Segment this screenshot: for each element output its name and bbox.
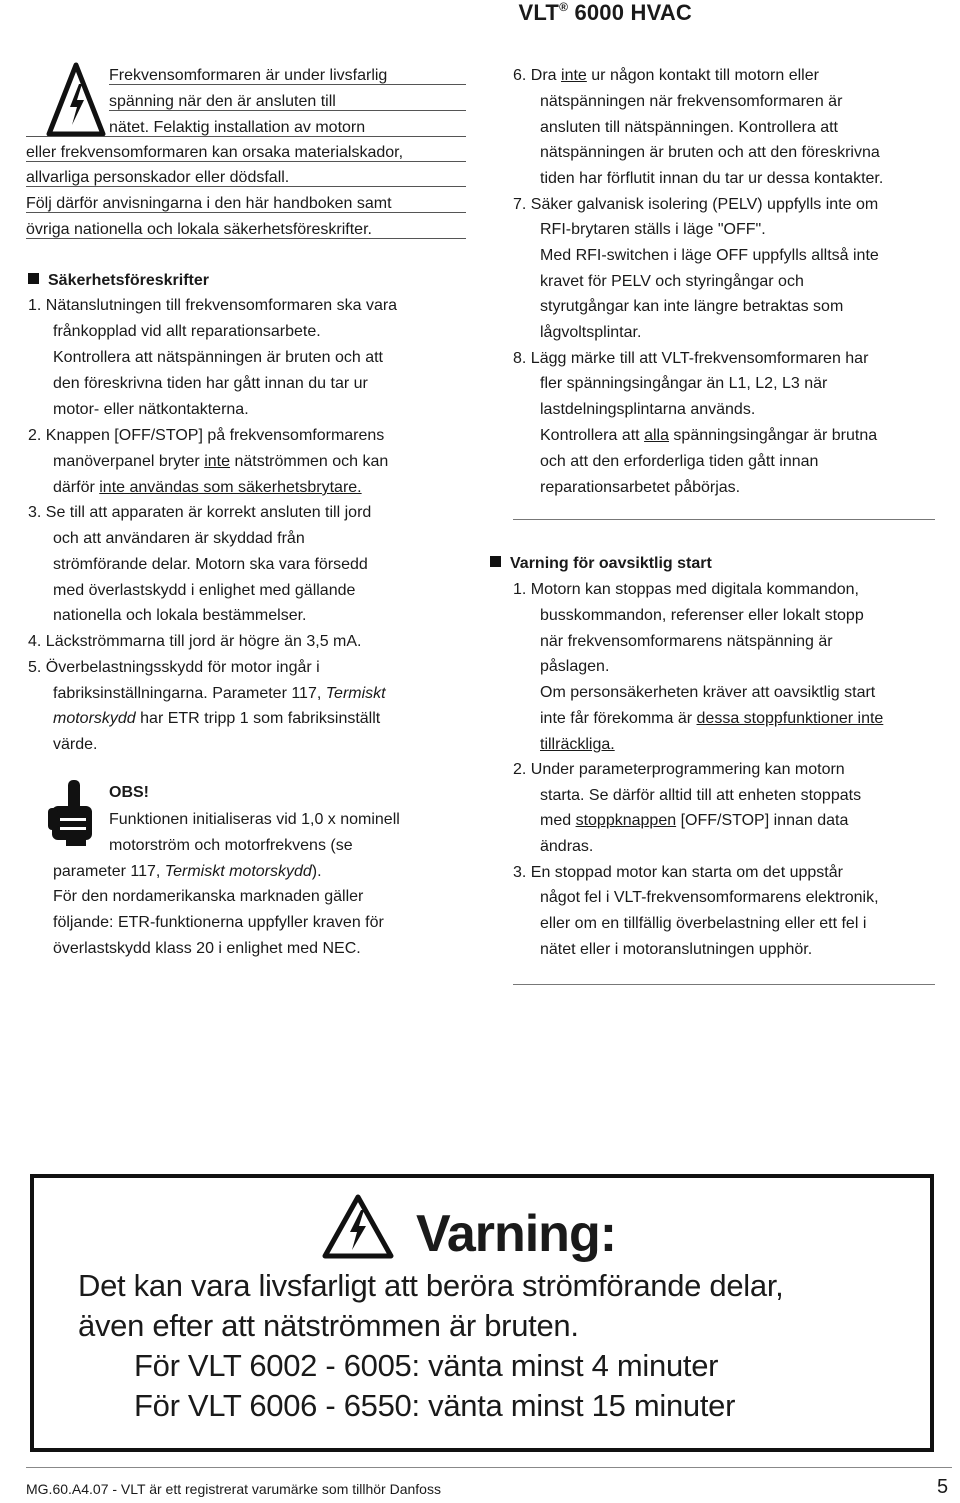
underlined-text: inte [204,453,230,470]
text-span: [OFF/STOP] innan data [680,812,849,829]
footer-text: MG.60.A4.07 - VLT är ett registrerat varumärke som tillhör Danfoss [26,1481,441,1497]
right-line: kravet för PELV och styringångar och [540,273,804,290]
safety-line: motor- eller nätkontakterna. [53,401,249,418]
unintended-line: när frekvensomformarens nätspänning är [540,633,833,650]
underlined-text: alla [644,427,669,444]
section-divider [513,984,935,985]
warning-box [30,1174,934,1452]
right-line [513,66,819,86]
unintended-line: påslagen. [540,658,610,675]
text-span: spänningsingångar är brutna [673,427,878,444]
unintended-line: något fel i VLT-frekvensomformarens elektronik, [540,889,879,906]
unintended-line: starta. Se därför alltid till att enheten stoppats [540,787,862,804]
text-span: inte får förekomma är [540,710,693,727]
unintended-line [540,735,615,755]
safety-line: 1. Nätanslutningen till frekvensomformaren ska vara [28,297,398,314]
intro-warning-line: allvarliga personskador eller dödsfall. [26,169,290,186]
underlined-text: dessa stoppfunktioner inte [696,710,884,727]
italic-text: Termiskt motorskydd [164,863,312,880]
safety-line: värde. [53,736,98,753]
unintended-line: 1. Motorn kan stoppas med digitala kommandon, [513,581,859,598]
safety-line: och att användaren är skyddad från [53,530,305,547]
rule [109,84,466,85]
note-title: OBS! [109,784,149,801]
right-line: lågvoltsplintar. [540,324,642,341]
underlined-text: inte användas som säkerhetsbrytare. [99,479,362,496]
right-line: ansluten till nätspänningen. Kontrollera att [540,119,838,136]
unintended-line: Om personsäkerheten kräver att oavsiktlig start [540,684,876,701]
header-model: 6000 HVAC [574,0,692,25]
unintended-line: nätet eller i motoranslutningen upphör. [540,941,813,958]
text-span: 6. Dra [513,67,557,84]
text-span: nätströmmen och kan [234,453,389,470]
unintended-start-heading [490,555,712,573]
right-line: reparationsarbetet påbörjas. [540,479,741,496]
unintended-line: busskommandon, referenser eller lokalt stopp [540,607,864,624]
safety-line [53,709,380,729]
text-span: ). [311,863,322,880]
rule [26,212,466,213]
intro-warning-line: övriga nationella och lokala säkerhetsföreskrifter. [26,221,372,238]
intro-warning-line: Frekvensomformaren är under livsfarlig [109,67,388,84]
pointing-hand-icon [46,778,100,853]
text-span: fabriksinställningarna. Parameter 117, [53,685,322,702]
intro-warning-line: nätet. Felaktig installation av motorn [109,119,366,136]
italic-text: motorskydd [53,710,136,727]
electrical-hazard-icon [322,1194,394,1265]
intro-warning-line: spänning när den är ansluten till [109,93,336,110]
underlined-text: stoppknappen [575,812,677,829]
safety-line: frånkopplad vid allt reparationsarbete. [53,323,321,340]
safety-line: den föreskrivna tiden har gått innan du tar ur [53,375,368,392]
page-header [519,0,692,26]
note-line: För den nordamerikanska marknaden gäller [53,888,364,905]
text-span: parameter 117, [53,863,161,880]
page-number: 5 [937,1476,949,1498]
right-line: nätspänningen är bruten och att den föreskrivna [540,144,880,161]
right-line: och att den erforderliga tiden gått innan [540,453,819,470]
footer-rule [26,1467,952,1468]
unintended-heading-text: Varning för oavsiktlig start [510,555,712,572]
right-line: nätspänningen när frekvensomformaren är [540,93,843,110]
intro-warning-line: eller frekvensomformaren kan orsaka materialskador, [26,144,404,161]
text-span: Kontrollera att [540,427,640,444]
text-span: ur någon kontakt till motorn eller [591,67,819,84]
warning-line: För VLT 6002 - 6005: vänta minst 4 minuter [134,1348,719,1383]
text-span: med [540,812,572,829]
safety-heading [28,272,209,290]
underlined-text: inte [561,67,587,84]
safety-line [53,684,386,704]
registered-mark: ® [559,0,569,14]
warning-line: För VLT 6006 - 6550: vänta minst 15 minuter [134,1388,736,1423]
note-line: motorström och motorfrekvens (se [109,837,353,854]
rule [109,110,466,111]
right-line [540,426,877,446]
rule [26,238,466,239]
unintended-line: eller om en tillfällig överbelastning eller ett fel i [540,915,867,932]
rule [26,136,466,137]
section-divider [513,519,935,520]
electrical-hazard-icon [46,62,106,143]
safety-line: strömförande delar. Motorn ska vara försedd [53,556,368,573]
right-line: tiden har förflutit innan du tar ur dessa kontakter. [540,170,884,187]
note-line: följande: ETR-funktionerna uppfyller kraven för [53,914,384,931]
safety-line: med överlastskydd i enlighet med gällande [53,582,356,599]
right-line: fler spänningsingångar än L1, L2, L3 när [540,375,828,392]
unintended-line: 2. Under parameterprogrammering kan motorn [513,761,845,778]
safety-line: 5. Överbelastningsskydd för motor ingår i [28,659,320,676]
right-line: lastdelningsplintarna används. [540,401,756,418]
right-line: RFI-brytaren ställs i läge "OFF". [540,221,766,238]
safety-line: 3. Se till att apparaten är korrekt ansluten till jord [28,504,372,521]
right-line: Med RFI-switchen i läge OFF uppfylls alltså inte [540,247,879,264]
safety-line: Kontrollera att nätspänningen är bruten och att [53,349,383,366]
intro-warning-line: Följ därför anvisningarna i den här handboken samt [26,195,392,212]
rule [26,161,466,162]
unintended-line: 3. En stoppad motor kan starta om det uppstår [513,864,843,881]
right-line: 8. Lägg märke till att VLT-frekvensomformaren har [513,350,869,367]
header-brand: VLT [518,0,560,25]
italic-text: Termiskt [325,685,386,702]
unintended-line [540,811,848,831]
warning-title: Varning: [416,1205,617,1263]
rule [26,186,466,187]
text-span: manöverpanel bryter [53,453,200,470]
unintended-line: ändras. [540,838,594,855]
safety-line: 4. Läckströmmarna till jord är högre än 3,5 mA. [28,633,362,650]
text-span: har ETR tripp 1 som fabriksinställt [140,710,381,727]
bullet-square-icon [490,556,501,567]
right-line: 7. Säker galvanisk isolering (PELV) uppfylls inte om [513,196,879,213]
safety-line: nationella och lokala bestämmelser. [53,607,307,624]
note-line: överlastskydd klass 20 i enlighet med NEC. [53,940,361,957]
warning-line: även efter att nätströmmen är bruten. [78,1308,579,1343]
right-line: styrutgångar kan inte längre betraktas som [540,298,844,315]
underlined-text: tillräckliga. [540,736,615,753]
note-line: Funktionen initialiseras vid 1,0 x nominell [109,811,400,828]
unintended-line [540,709,883,729]
safety-line: 2. Knappen [OFF/STOP] på frekvensomformarens [28,427,385,444]
safety-heading-text: Säkerhetsföreskrifter [48,272,209,289]
note-line [53,862,322,882]
bullet-square-icon [28,273,39,284]
safety-line [53,478,362,498]
warning-line: Det kan vara livsfarligt att beröra strömförande delar, [78,1268,784,1303]
text-span: därför [53,479,95,496]
safety-line [53,452,388,472]
